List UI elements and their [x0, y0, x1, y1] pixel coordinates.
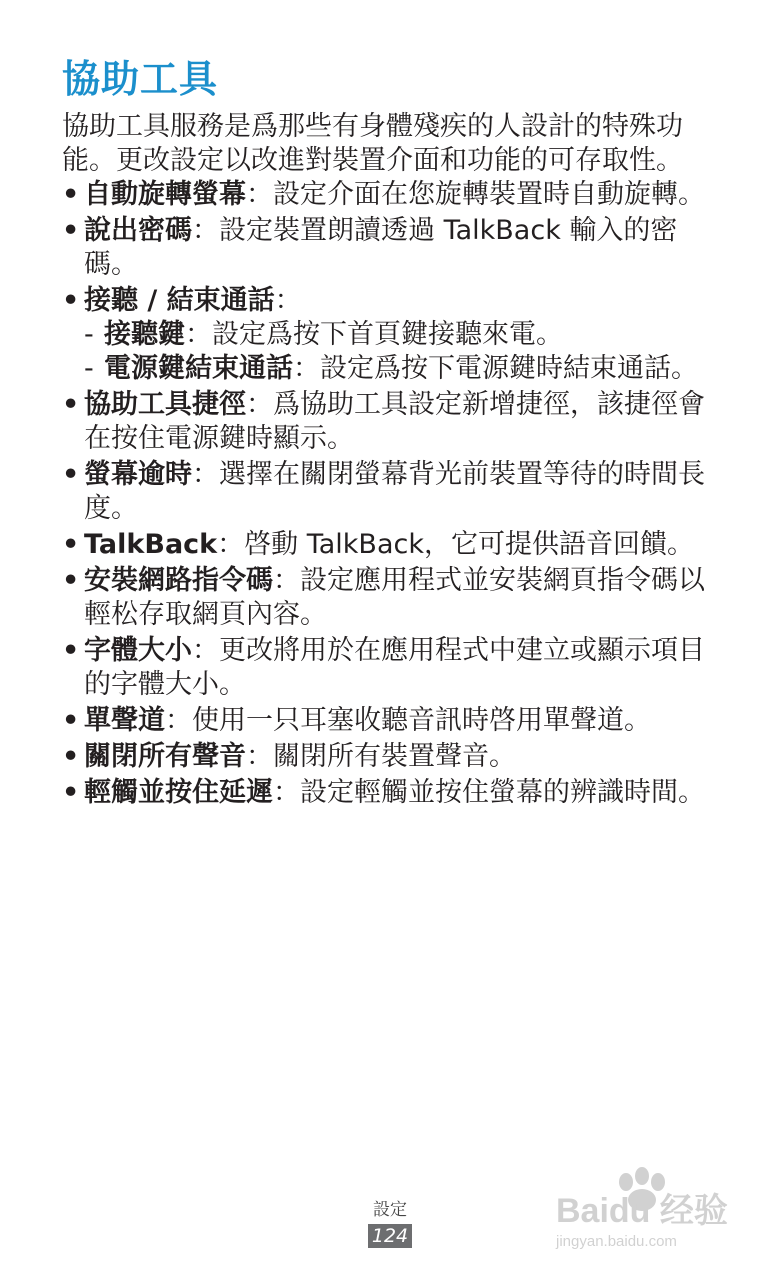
- item-term: 安裝網路指令碼: [84, 565, 273, 596]
- item-term: 說出密碼: [84, 215, 192, 246]
- watermark-url: jingyan.baidu.com: [556, 1233, 677, 1250]
- list-item: [62, 388, 722, 456]
- item-term: 單聲道: [84, 705, 165, 736]
- item-desc: ：爲協助工具設定新增捷徑，該捷徑會在按住電源鍵時顯示。: [84, 389, 705, 454]
- bullet-icon: •: [62, 635, 80, 666]
- item-desc: ：: [274, 285, 302, 316]
- bullet-icon: •: [62, 285, 80, 316]
- item-desc: ：關閉所有裝置聲音。: [246, 741, 516, 772]
- list-item: [62, 776, 722, 810]
- list-item: [62, 740, 722, 774]
- baidu-watermark-logo: [552, 1160, 752, 1260]
- item-desc: ：選擇在關閉螢幕背光前裝置等待的時間長度。: [84, 459, 705, 524]
- sub-list-item: [84, 352, 722, 386]
- list-item: [62, 284, 722, 386]
- bullet-icon: •: [62, 179, 80, 210]
- item-desc: ：使用一只耳塞收聽音訊時啓用單聲道。: [165, 705, 651, 736]
- dash-icon: -: [84, 319, 94, 350]
- list-item: [62, 528, 722, 562]
- item-term: 螢幕逾時: [84, 459, 192, 490]
- item-term: 接聽 / 結束通話: [84, 285, 275, 316]
- item-desc: ：設定輕觸並按住螢幕的辨識時間。: [273, 777, 705, 808]
- list-item: [62, 564, 722, 632]
- item-term: TalkBack: [84, 529, 218, 560]
- watermark-brand: Baidu 经验: [556, 1192, 728, 1230]
- bullet-icon: •: [62, 459, 80, 490]
- list-item: [62, 704, 722, 738]
- sub-item-term: 電源鍵結束通話: [104, 353, 293, 384]
- item-term: 自動旋轉螢幕: [84, 179, 246, 210]
- sub-list-item: [84, 318, 722, 352]
- bullet-icon: •: [62, 389, 80, 420]
- item-term: 協助工具捷徑: [84, 389, 246, 420]
- bullet-icon: •: [62, 741, 80, 772]
- sub-item-term: 接聽鍵: [104, 319, 185, 350]
- item-desc: ：設定裝置朗讀透過 TalkBack 輸入的密碼。: [84, 215, 678, 280]
- item-desc: ：設定應用程式並安裝網頁指令碼以輕松存取網頁內容。: [84, 565, 705, 630]
- page-number: 124: [368, 1224, 412, 1248]
- item-term: 字體大小: [84, 635, 192, 666]
- dash-icon: -: [84, 353, 94, 384]
- sub-list: [84, 318, 722, 386]
- bullet-icon: •: [62, 777, 80, 808]
- item-term: 輕觸並按住延遲: [84, 777, 273, 808]
- sub-item-desc: ：設定爲按下首頁鍵接聽來電。: [185, 319, 563, 350]
- bullet-icon: •: [62, 215, 80, 246]
- bullet-icon: •: [62, 565, 80, 596]
- list-item: [62, 178, 722, 212]
- bullet-icon: •: [62, 705, 80, 736]
- item-term: 關閉所有聲音: [84, 741, 246, 772]
- list-item: [62, 214, 722, 282]
- footer-section-label: 設定: [373, 1200, 407, 1220]
- item-desc: ：更改將用於在應用程式中建立或顯示項目的字體大小。: [84, 635, 705, 700]
- bullet-icon: •: [62, 529, 80, 560]
- item-desc: ：啓動 TalkBack，它可提供語音回饋。: [217, 529, 694, 560]
- item-desc: ：設定介面在您旋轉裝置時自動旋轉。: [246, 179, 705, 210]
- list-item: [62, 458, 722, 526]
- page-title: 協助工具: [62, 57, 219, 101]
- list-item: [62, 634, 722, 702]
- intro-paragraph: 協助工具服務是爲那些有身體殘疾的人設計的特殊功能。更改設定以改進對裝置介面和功能的可存取性。: [62, 111, 683, 176]
- settings-list: [62, 178, 722, 812]
- sub-item-desc: ：設定爲按下電源鍵時結束通話。: [293, 353, 698, 384]
